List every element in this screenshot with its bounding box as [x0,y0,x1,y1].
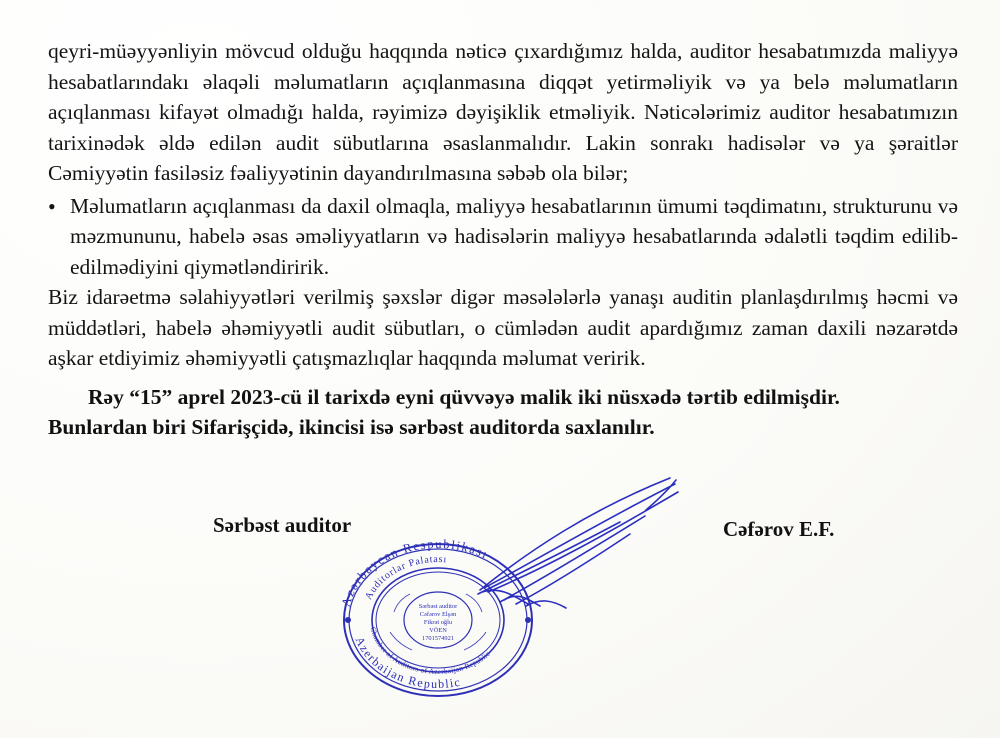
stamp-outer-bottom-text: Azerbaijan Republic [352,634,463,692]
paragraph-governance-communication: Biz idarəetmə səlahiyyətləri verilmiş şəxslər digər məsələlərlə yanaşı auditin planlaşdırılmış həcmi və müddətləri, habelə əhəmiyyətli audit sübutları, o cümlədən audit apardığımız zaman daxili nəzarətdə aşkar etdiyimiz əhəmiyyətli çatışmazlıqlar haqqında məlumat veririk. [48,285,958,371]
official-stamp [318,520,558,720]
stamp-center-line-5: 1701574921 [422,635,454,642]
closing-line-1: Rəy “15” aprel 2023-cü il tarixdə eyni qüvvəyə malik iki nüsxədə tərtib edilmişdir. [88,384,840,409]
bullet-list-item [48,191,958,283]
bullet-item-text: Məlumatların açıqlanması da daxil olmaqla, maliyyə hesabatlarının ümumi təqdimatını, strukturunu və məzmununu, habelə əsas əməliyyatların və hadisələrin maliyyə hesabatlarında ədalətli təqdim edilib-edilmədiyini qiymətləndiririk. [70,193,958,279]
closing-statement [48,382,958,443]
stamp-inner-top-text: Auditorlar Palatası [363,553,448,602]
stamp-center-line-4: VÖEN [429,627,447,634]
bullet-marker-icon: • [48,193,56,219]
stamp-outer-top-text: Azərbaycan Respublikası [338,536,491,609]
signature-role-label: Sərbəst auditor [213,513,352,537]
stamp-seal-icon [318,520,558,720]
signature-name-label: Cəfərov E.F. [723,517,835,541]
document-body [48,36,958,443]
closing-line-2: Bunlardan biri Sifarişçidə, ikincisi isə sərbəst auditorda saxlanılır. [48,415,655,440]
paragraph-going-concern: qeyri-müəyyənliyin mövcud olduğu haqqında nəticə çıxardığımız halda, auditor hesabatımızda maliyyə hesabatlarındakı əlaqəli məlumatların açıqlanmasına diqqət yetirməliyik və ya belə məlumatların açıqlanması kifayət olmadığı halda, rəyimizə dəyişiklik etməliyik. Nəticələrimiz auditor hesabatımızın tarixinədək əldə edilən audit sübutlarına əsaslanmalıdır. Lakin sonrakı hadisələr və ya şəraitlər Cəmiyyətin fasiləsiz fəaliyyətinin dayandırılmasına səbəb ola bilər; [48,39,958,186]
stamp-center-line-2: Cəfərov Elşən [419,611,457,618]
stamp-inner-bottom-text: Chamber of Auditors of Azerbaijan Republic [368,626,492,677]
stamp-center-line-1: Sərbəst auditor [418,603,458,610]
stamp-center-line-3: Fikrət oğlu [423,619,453,626]
